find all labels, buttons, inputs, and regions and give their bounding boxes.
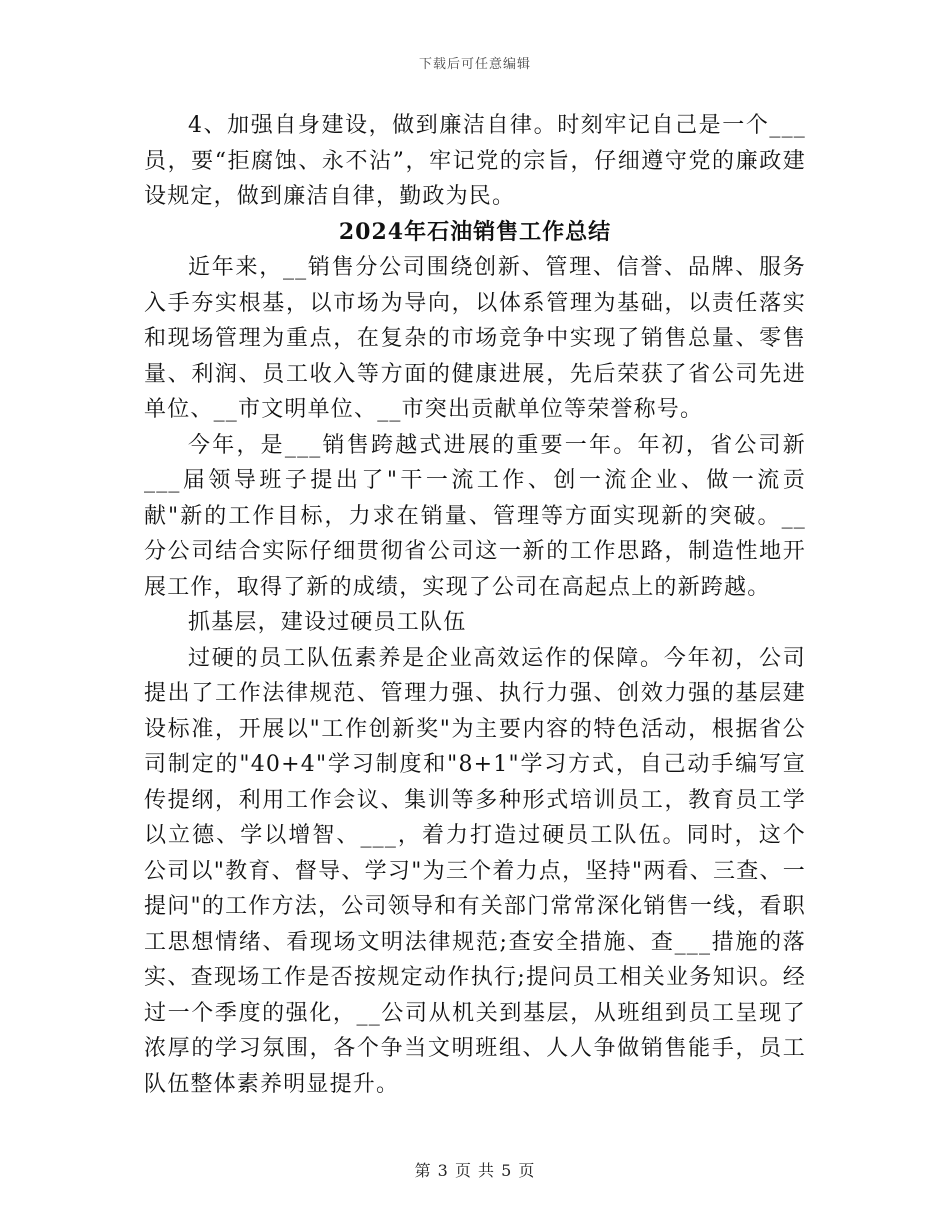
section-subheading: 抓基层，建设过硬员工队伍	[188, 610, 467, 635]
document-body	[144, 108, 806, 1102]
paragraph-intro: 4、加强自身建设，做到廉洁自律。时刻牢记自己是一个___员，要“拒腐蚀、永不沾”，牢记党的宗旨，仔细遵守党的廉政建设规定，做到廉洁自律，勤政为民。	[144, 113, 806, 209]
page-footer: 第 3 页 共 5 页	[414, 1161, 536, 1180]
paragraph-1: 近年来，__销售分公司围绕创新、管理、信誉、品牌、服务入手夯实根基，以市场为导向，以体系管理为基础，以责任落实和现场管理为重点，在复杂的市场竞争中实现了销售总量、零售量、利润、员工收入等方面的健康进展，先后荣获了省公司先进单位、__市文明单位、__市突出贡献单位等荣誉称号。	[144, 255, 806, 422]
paragraph-2: 今年，是___销售跨越式进展的重要一年。年初，省公司新___届领导班子提出了"干一流工作、创一流企业、做一流贡献"新的工作目标，力求在销量、管理等方面实现新的突破。__分公司结合实际仔细贯彻省公司这一新的工作思路，制造性地开展工作，取得了新的成绩，实现了公司在高起点上的新跨越。	[144, 432, 806, 600]
paragraph-3: 过硬的员工队伍素养是企业高效运作的保障。今年初，公司提出了工作法律规范、管理力强、执行力强、创效力强的基层建设标准，开展以"工作创新奖"为主要内容的特色活动，根据省公司制定的"40+4"学习制度和"8+1"学习方式，自己动手编写宣传提纲，利用工作会议、集训等多种形式培训员工，教育员工学以立德、学以增智、___，着力打造过硬员工队伍。同时，这个公司以"教育、督导、学习"为三个着力点，坚持"两看、三查、一提问"的工作方法，公司领导和有关部门常常深化销售一线，看职工思想情绪、看现场文明法律规范;查安全措施、查___措施的落实、查现场工作是否按规定动作执行;提问员工相关业务知识。经过一个季度的强化，__公司从机关到基层，从班组到员工呈现了浓厚的学习氛围，各个争当文明班组、人人争做销售能手，员工队伍整体素养明显提升。	[144, 645, 806, 1097]
document-title: 2024年石油销售工作总结	[338, 218, 612, 245]
page-header: 下载后可任意编辑	[418, 57, 531, 72]
